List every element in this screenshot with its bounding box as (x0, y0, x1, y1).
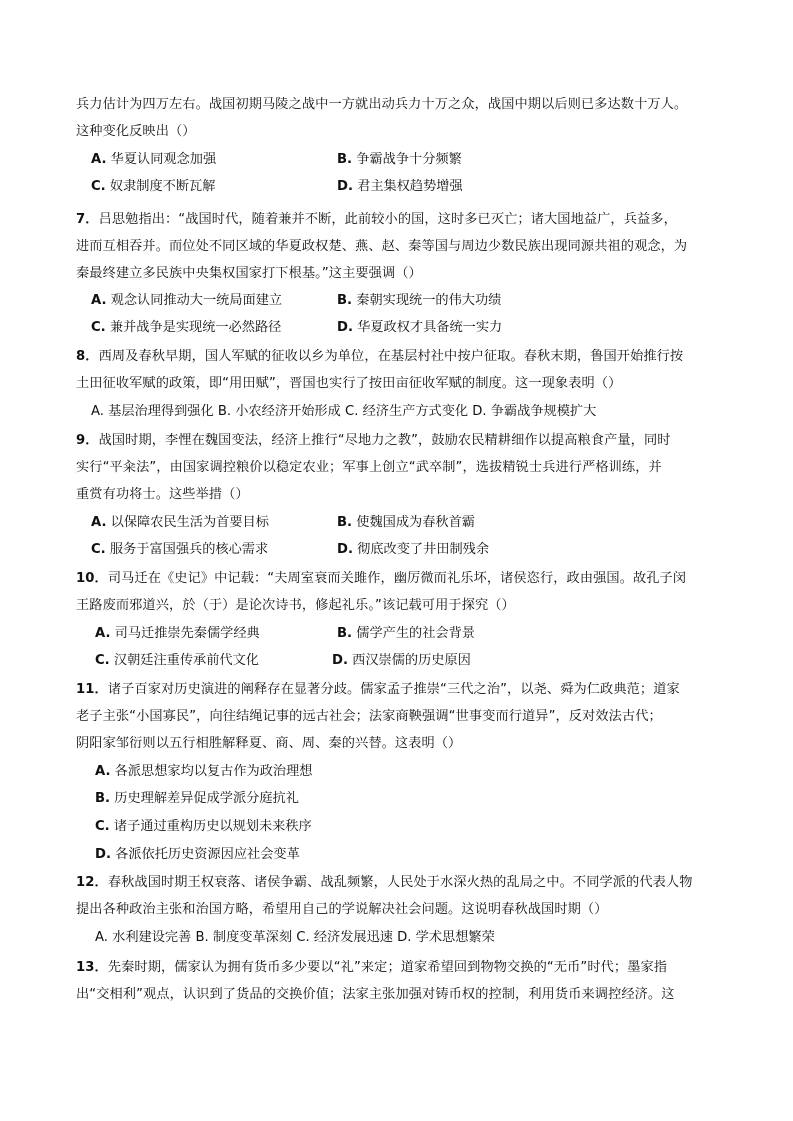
q9-text-1: 战国时期，李悝在魏国变法，经济上推行“尽地力之教”，鼓励农民精耕细作以提高粮食产量，同时 (98, 433, 671, 448)
option-label: C. (91, 542, 106, 557)
option-text: 服务于富国强兵的核心需求 (109, 542, 269, 557)
option-label: A. (91, 515, 107, 530)
q12-text-1: 春秋战国时期王权衰落、诸侯争霸、战乱频繁，人民处于水深火热的乱局之中。不同学派的代表人物 (107, 875, 693, 890)
option-text: 历史理解差异促成学派分庭抗礼 (114, 791, 299, 806)
q9-stem-line-2: 实行“平籴法”，由国家调控粮价以稳定农业；军事上创立“武卒制”，选拔精锐士兵进行严格训练，并 (76, 460, 662, 475)
q8-stem-line-1 (76, 348, 726, 366)
option-text: 彻底改变了井田制残余 (357, 542, 490, 557)
q6-option-a[interactable] (91, 151, 216, 169)
q9-option-b[interactable] (337, 514, 475, 532)
q9-option-c[interactable] (91, 541, 268, 559)
q13-text-1: 先秦时期，儒家认为拥有货币多少要以“礼”来定；道家希望回到物物交换的“无币”时代；墨家指 (107, 960, 668, 975)
option-text: 司马迁推崇先秦儒学经典 (114, 626, 260, 641)
option-label: A. (95, 626, 111, 641)
q11-stem-line-2: 老子主张“小国寡民”，向往结绳记事的远古社会；法家商鞅强调“世事变而行道异”，反对效法古代； (76, 709, 662, 724)
q7-option-c[interactable] (91, 319, 281, 337)
q12-stem-line-1 (76, 874, 726, 892)
q9-stem-line-3: 重赏有功将士。这些举措（） (76, 487, 249, 502)
q9-option-a[interactable] (91, 514, 269, 532)
q10-option-c[interactable] (95, 652, 259, 670)
question-number: 9． (76, 433, 99, 448)
q13-stem-line-1 (76, 959, 726, 977)
q11-option-a[interactable] (95, 763, 312, 781)
q7-option-a[interactable] (91, 292, 282, 310)
q7-text-1: 吕思勉指出：“战国时代，随着兼并不断，此前较小的国，这时多已灭亡；诸大国地益广，兵益多， (98, 212, 677, 227)
option-label: D. (332, 653, 348, 668)
option-label: C. (91, 179, 106, 194)
option-label: B. (337, 626, 353, 641)
option-text: 西汉崇儒的历史原因 (352, 653, 471, 668)
q7-stem-line-3: 秦最终建立多民族中央集权国家打下根基。”这主要强调（） (76, 266, 422, 281)
option-label: A. (91, 293, 107, 308)
q7-option-d[interactable] (337, 319, 502, 337)
q13-stem-line-2: 出“交相利”观点，认识到了货品的交换价值；法家主张加强对铸币权的控制，利用货币来调控经济。这 (76, 987, 675, 1002)
option-text: 华夏认同观念加强 (110, 152, 217, 167)
question-number: 13． (76, 960, 108, 975)
q9-option-d[interactable] (337, 541, 489, 559)
q10-text-1: 司马迁在《史记》中记载：“夫周室衰而关雎作，幽厉微而礼乐坏，诸侯恣行，政由强国。故孔子闵 (107, 571, 687, 586)
q10-option-a[interactable] (95, 625, 260, 643)
q12-stem-line-2: 提出各种政治主张和治国方略，希望用自己的学说解决社会问题。这说明春秋战国时期（） (76, 902, 608, 917)
option-text: 君主集权趋势增强 (357, 179, 463, 194)
q8-text-1: 西周及春秋早期，国人军赋的征收以乡为单位，在基层村社中按户征取。春秋末期，鲁国开始推行按 (98, 349, 684, 364)
question-number: 7． (76, 212, 99, 227)
q6-stem-line-1: 兵力估计为四万左右。战国初期马陵之战中一方就出动兵力十万之众，战国中期以后则已多达数十万人。 (76, 97, 688, 112)
question-number: 12． (76, 875, 108, 890)
q7-stem-line-2: 进而互相吞并。而位处不同区域的华夏政权楚、燕、赵、秦等国与周边少数民族出现同源共祖的观念，为 (76, 239, 688, 254)
option-text: 以保障农民生活为首要目标 (110, 515, 269, 530)
q11-option-c[interactable] (95, 818, 312, 836)
option-label: B. (95, 791, 111, 806)
question-number: 8． (76, 349, 99, 364)
q10-option-d[interactable] (332, 652, 471, 670)
q8-options[interactable]: A. 基层治理得到强化 B. 小农经济开始形成 C. 经济生产方式变化 D. 争霸战争规模扩大 (91, 404, 597, 419)
q11-option-d[interactable] (95, 846, 300, 864)
q11-stem-line-1 (76, 681, 726, 699)
option-text: 各派思想家均以复古作为政治理想 (114, 764, 313, 779)
q7-option-b[interactable] (337, 292, 501, 310)
option-text: 儒学产生的社会背景 (356, 626, 475, 641)
option-label: B. (337, 515, 353, 530)
option-label: B. (337, 152, 353, 167)
option-label: C. (91, 320, 106, 335)
option-label: D. (337, 179, 353, 194)
option-text: 秦朝实现统一的伟大功绩 (356, 293, 502, 308)
q6-option-b[interactable] (337, 151, 462, 169)
q6-option-c[interactable] (91, 178, 215, 196)
q6-option-d[interactable] (337, 178, 463, 196)
option-label: A. (95, 764, 111, 779)
q10-stem-line-1 (76, 570, 726, 588)
q11-text-1: 诸子百家对历史演进的阐释存在显著分歧。儒家孟子推崇“三代之治”，以尧、舜为仁政典范；道家 (107, 682, 680, 697)
option-label: A. (91, 152, 107, 167)
question-number: 11． (76, 682, 108, 697)
option-label: B. (337, 293, 353, 308)
option-text: 各派依托历史资源因应社会变革 (115, 847, 300, 862)
q12-options[interactable]: A. 水利建设完善 B. 制度变革深刻 C. 经济发展迅速 D. 学术思想繁荣 (95, 930, 495, 945)
option-text: 使魏国成为春秋首霸 (356, 515, 475, 530)
q7-stem-line-1 (76, 211, 726, 229)
q6-stem-line-2: 这种变化反映出（） (76, 124, 196, 139)
option-text: 争霸战争十分频繁 (356, 152, 462, 167)
option-label: C. (95, 819, 110, 834)
option-text: 华夏政权才具备统一实力 (357, 320, 503, 335)
option-label: C. (95, 653, 110, 668)
option-label: D. (337, 320, 353, 335)
option-text: 汉朝廷注重传承前代文化 (113, 653, 259, 668)
q11-stem-line-3: 阴阳家邹衍则以五行相胜解释夏、商、周、秦的兴替。这表明（） (76, 736, 462, 751)
option-label: D. (95, 847, 111, 862)
question-number: 10． (76, 571, 108, 586)
option-text: 观念认同推动大一统局面建立 (110, 293, 283, 308)
q11-option-b[interactable] (95, 790, 299, 808)
q9-stem-line-1 (76, 432, 726, 450)
option-label: D. (337, 542, 353, 557)
q8-stem-line-2: 土田征收军赋的政策，即“用田赋”，晋国也实行了按田亩征收军赋的制度。这一现象表明（） (76, 376, 622, 391)
option-text: 兼并战争是实现统一必然路径 (109, 320, 282, 335)
option-text: 诸子通过重构历史以规划未来秩序 (113, 819, 312, 834)
q10-stem-line-2: 王路废而邪道兴，於（于）是论次诗书，修起礼乐。”该记载可用于探究（） (76, 598, 515, 613)
option-text: 奴隶制度不断瓦解 (109, 179, 216, 194)
q10-option-b[interactable] (337, 625, 475, 643)
